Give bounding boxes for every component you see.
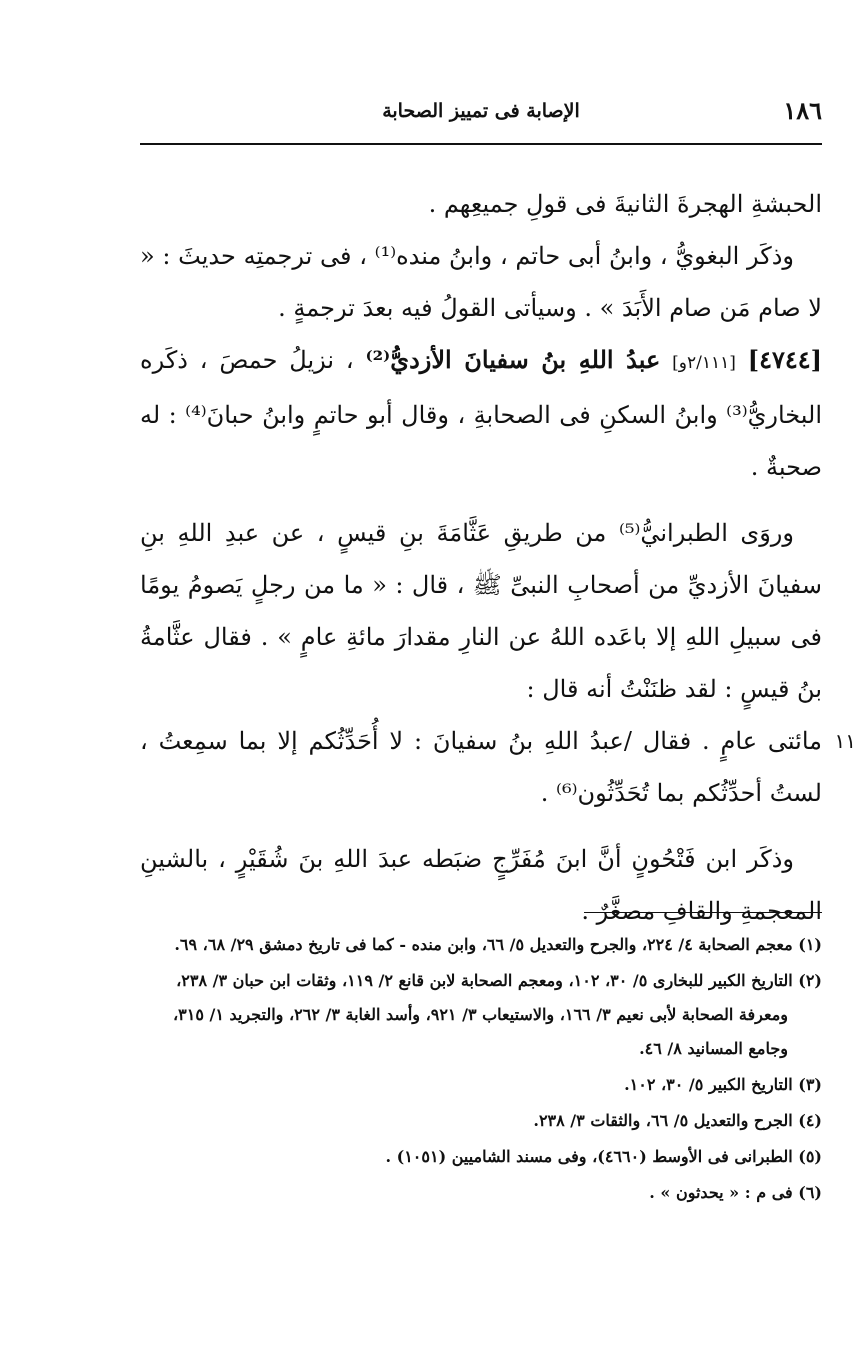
margin-note: ١١ bbox=[834, 729, 856, 753]
footnotes bbox=[140, 928, 822, 1212]
running-title: الإصابة فى تمييز الصحابة bbox=[382, 100, 580, 122]
paragraph-4b-text: مائتى عامٍ . فقال /عبدُ اللهِ بنُ سفيانَ : لا أُحَدِّثُكم إلا بما سمِعتُ ، لستُ أحدِّثُكم بما تُحَدِّثُون⁽⁶⁾ . bbox=[140, 727, 822, 807]
entry-text: ، نزيلُ حمصَ ، ذكَره البخاريُّ⁽³⁾ وابنُ السكنِ فى الصحابةِ ، وقال أبو حاتمٍ وابنُ حبانَ⁽⁴⁾ : له صحبةٌ . bbox=[140, 346, 823, 481]
entry-name: عبدُ اللهِ بنُ سفيانَ الأزديُّ⁽²⁾ bbox=[365, 345, 661, 374]
footnote-6: (٦) فى م : « يحدثون » . bbox=[649, 1183, 822, 1202]
entry-paragraph bbox=[140, 334, 822, 493]
main-text bbox=[140, 178, 856, 937]
paragraph-1: الحبشةِ الهجرةَ الثانيةَ فى قولِ جميعِهم . bbox=[428, 190, 822, 218]
footnote-3: (٣) التاريخ الكبير ٥/ ٣٠، ١٠٢. bbox=[624, 1075, 822, 1094]
footnote-4: (٤) الجرح والتعديل ٥/ ٦٦، والثقات ٣/ ٢٣٨. bbox=[533, 1111, 822, 1130]
paragraph-2: وذكَر البغويُّ ، وابنُ أبى حاتم ، وابنُ منده⁽¹⁾ ، فى ترجمتِه حديثَ : « لا صام مَن صام الأَبَدَ » . وسيأتى القولُ فيه بعدَ ترجمةٍ . bbox=[140, 242, 822, 322]
paragraph-4b bbox=[140, 715, 856, 819]
footnote-5: (٥) الطبرانى فى الأوسط (٤٦٦٠)، وفى مسند الشاميين (١٠٥١) . bbox=[385, 1147, 822, 1166]
footnote-1: (١) معجم الصحابة ٤/ ٢٢٤، والجرح والتعديل ٥/ ٦٦، وابن منده - كما فى تاريخ دمشق ٢٩/ ٦٨، ٦٩. bbox=[174, 935, 822, 954]
paragraph-4a: وروَى الطبرانيُّ⁽⁵⁾ من طريقِ عَثَّامَةَ بنِ قيسٍ ، عن عبدِ اللهِ بنِ سفيانَ الأزديِّ من أصحابِ النبىِّ ﷺ ، قال : « ما من رجلٍ يَصومُ يومًا فى سبيلِ اللهِ إلا باعَده اللهُ عن النارِ مقدارَ مائةِ عامٍ » . فقال عثَّامةُ بنُ قيسٍ : لقد ظنَنْتُ أنه قال : bbox=[140, 519, 822, 703]
page-header bbox=[140, 96, 822, 136]
page-number: ١٨٦ bbox=[783, 96, 822, 125]
entry-number: [٤٧٤٤] bbox=[747, 345, 823, 374]
paragraph-5: وذكَر ابن فَتْحُونٍ أنَّ ابنَ مُفَرِّجٍ ضبَطه عبدَ اللهِ بنَ شُقَيْرٍ ، بالشينِ المعجمةِ والقافِ مصغَّرٌ . bbox=[140, 845, 822, 925]
footnote-rule bbox=[584, 912, 822, 913]
manuscript-reference: [٢/١١١و] bbox=[672, 353, 736, 373]
footnote-2: (٢) التاريخ الكبير للبخارى ٥/ ٣٠، ١٠٢، ومعجم الصحابة لابن قانع ٢/ ١١٩، وثقات ابن حبان ٣/ ٢٣٨، ومعرفة الصحابة لأبى نعيم ٣/ ١٦٦، والاستيعاب ٣/ ٩٢١، وأسد الغابة ٣/ ٢٦٢، والتجريد ١/ ٣١٥، وجامع المسانيد ٨/ ٤٦. bbox=[172, 971, 822, 1058]
header-rule bbox=[140, 143, 822, 145]
